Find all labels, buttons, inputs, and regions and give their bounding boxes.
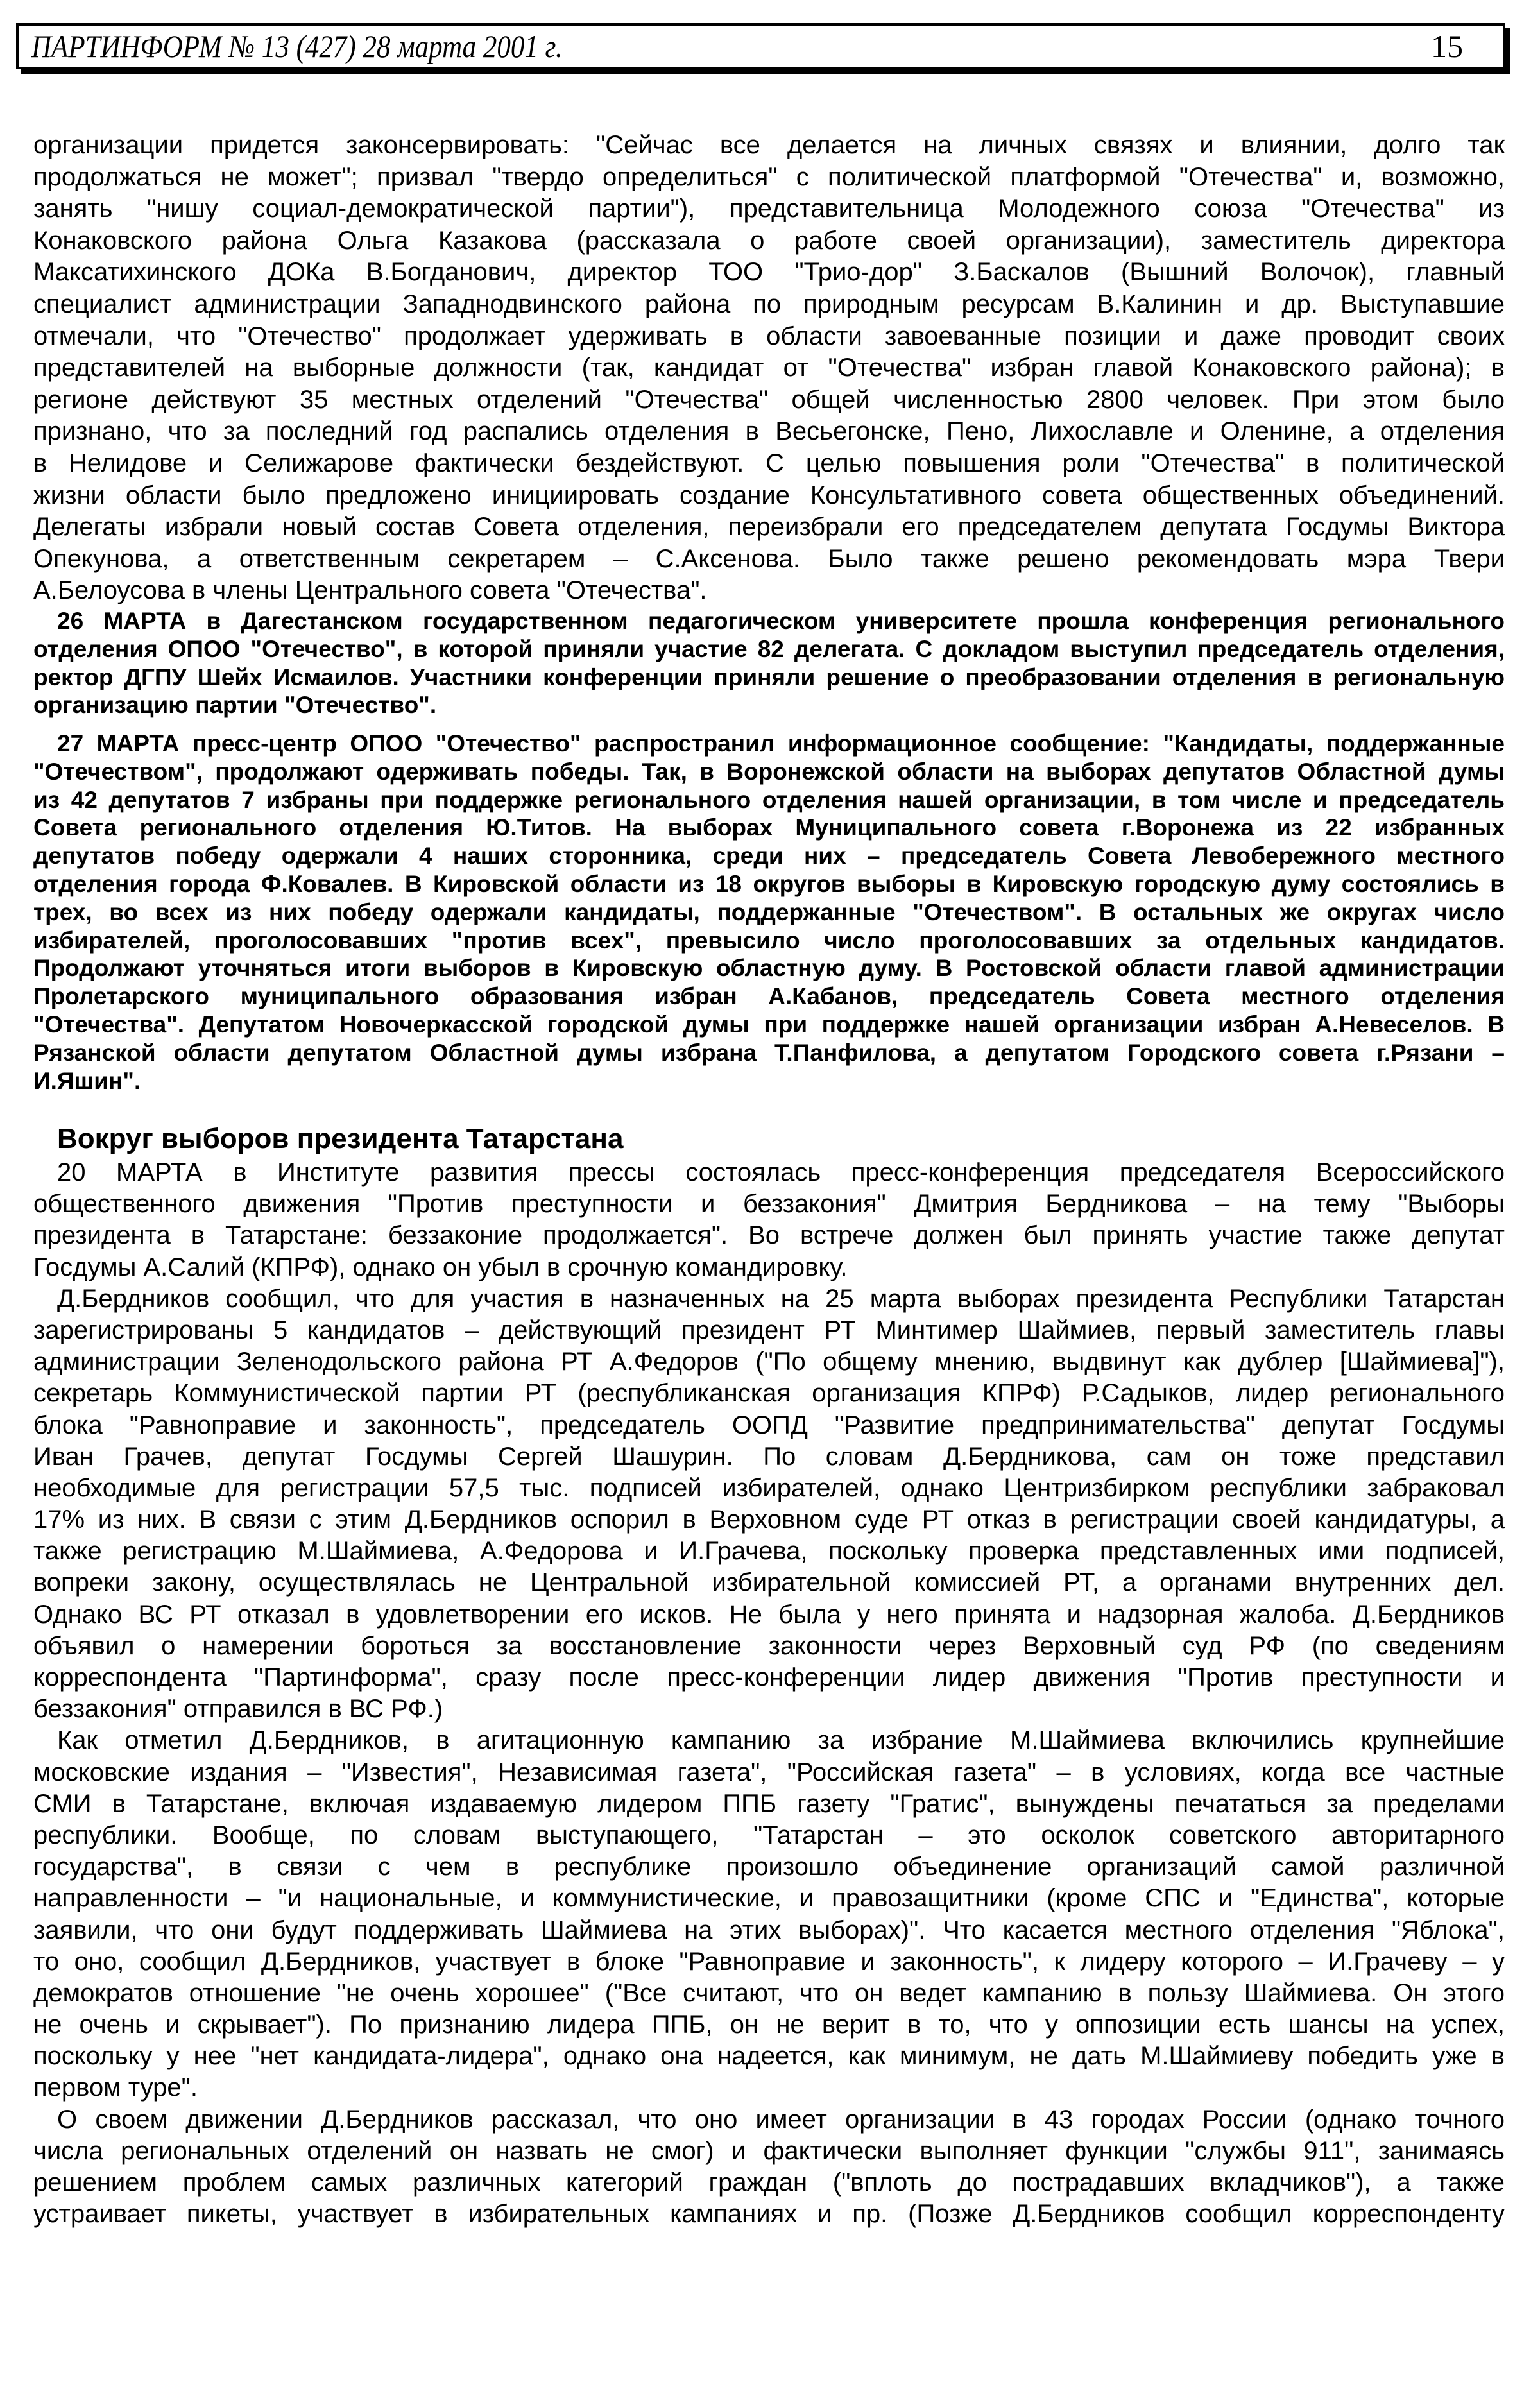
text-line: президента в Татарстане: беззаконие продолжается". Во встрече должен был принять участие также депутат [33, 1221, 1505, 1250]
text-line: 20 МАРТА в Институте развития прессы состоялась пресс-конференция председателя Всероссийского [57, 1158, 1505, 1187]
text-line: отмечали, что "Отечество" продолжает удерживать в области завоеванные позиции и даже проводит своих [33, 321, 1505, 350]
text-line: демократов отношение "не очень хорошее" ("Все считают, что он ведет кампанию в пользу Шаймиева. Он этого [33, 1978, 1505, 2007]
text-line: Конаковского района Ольга Казакова (рассказала о работе своей организации), заместитель директора [33, 226, 1505, 255]
text-line: организацию партии "Отечество". [33, 692, 437, 719]
text-line: также регистрацию М.Шаймиева, А.Федорова и И.Грачева, поскольку проверка представленных ими подписей, [33, 1537, 1505, 1566]
text-line: О своем движении Д.Бердников рассказал, что оно имеет организации в 43 городах России (однако точного [57, 2105, 1505, 2134]
paragraph [33, 130, 1505, 607]
text-line: Д.Бердников сообщил, что для участия в назначенных на 25 марта выборах президента Республики Татарстан [57, 1284, 1505, 1313]
text-line: Однако ВС РТ отказал в удовлетворении его исков. Не была у него принята и надзорная жалоба. Д.Бердников [33, 1600, 1505, 1629]
text-line: специалист администрации Западнодвинского района по природным ресурсам В.Калинин и др. Выступавшие [33, 289, 1505, 318]
paragraph [33, 607, 1505, 719]
text-line: СМИ в Татарстане, включая издаваемую лидером ППБ газету "Гратис", вынуждены печататься за пределами [33, 1789, 1505, 1818]
text-line: И.Яшин". [33, 1067, 141, 1094]
text-line: трех, во всех из них победу одержали кандидаты, поддержанные "Отечеством". В остальных же округах число [33, 898, 1505, 925]
text-line: первом туре". [33, 2073, 198, 2102]
text-line: Иван Грачев, депутат Госдумы Сергей Шашурин. По словам Д.Бердникова, сам он тоже представил [33, 1442, 1505, 1471]
text-line: корреспондента "Партинформа", сразу после пресс-конференции лидер движения "Против преступности и [33, 1663, 1505, 1692]
text-line: "Отечества". Депутатом Новочеркасской городской думы при поддержке нашей организации избран А.Невеселов. В [33, 1011, 1505, 1038]
text-line: зарегистрированы 5 кандидатов – действующий президент РТ Минтимер Шаймиев, первый заместитель главы [33, 1315, 1505, 1344]
text-line: 17% из них. В связи с этим Д.Бердников оспорил в Верховном суде РТ отказ в регистрации своей кандидатуры, а [33, 1505, 1505, 1534]
text-line: государства", в связи с чем в республике произошло объединение организаций самой различной [33, 1853, 1505, 1881]
publication-title: ПАРТИНФОРМ № 13 (427) 28 марта 2001 г. [31, 28, 563, 64]
text-line: поскольку у нее "нет кандидата-лидера", однако она надеется, как минимум, не дать М.Шаймиеву победить уже в [33, 2042, 1505, 2071]
text-line: жизни области было предложено инициировать создание Консультативного совета общественных объединений. [33, 481, 1505, 510]
text-line: избирателей, проголосовавших "против всех", превысило число проголосовавших за отдельных кандидатов. [33, 927, 1505, 954]
text-line: Госдумы А.Салий (КПРФ), однако он убыл в срочную командировку. [33, 1253, 848, 1281]
text-line: представителей на выборные должности (так, кандидат от "Отечества" избран главой Конаковского района); в [33, 354, 1505, 382]
article-body [33, 1157, 1505, 2230]
paragraph [33, 1157, 1505, 1283]
text-line: Пролетарского муниципального образования избран А.Кабанов, председатель Совета местного отделения [33, 983, 1505, 1010]
text-line: республики. Вообще, по словам выступающего, "Татарстан – это осколок советского авторитарного [33, 1821, 1505, 1849]
text-line: решением проблем самых различных категорий граждан ("вплоть до пострадавших вкладчиков"), а также [33, 2168, 1505, 2197]
paragraph [33, 2104, 1505, 2231]
text-line: блока "Равноправие и законность", председатель ООПД "Развитие предпринимательства" депутат Госдумы [33, 1410, 1505, 1439]
text-line: заявили, что они будут поддерживать Шаймиева на этих выборах)". Что касается местного отделения "Яблока", [33, 1915, 1505, 1944]
text-line: объявил о намерении бороться за восстановление законности через Верховный суд РФ (по сведениям [33, 1631, 1505, 1660]
paragraph [33, 730, 1505, 1095]
text-line: депутатов победу одержали 4 наших сторонника, среди них – председатель Совета Левобережного местного [33, 843, 1505, 870]
text-line: Делегаты избрали новый состав Совета отделения, переизбрали его председателем депутата Госдумы Виктора [33, 513, 1505, 542]
text-line: Рязанской области депутатом Областной думы избрана Т.Панфилова, а депутатом Городского совета г.Рязани – [33, 1039, 1505, 1066]
text-line: из 42 депутатов 7 избраны при поддержке регионального отделения нашей организации, в том числе и председатель [33, 786, 1505, 813]
text-line: администрации Зеленодольского района РТ А.Федоров ("По общему мнению, выдвинут как дублер [Шаймиева]"), [33, 1348, 1505, 1376]
text-line: то оно, сообщил Д.Бердников, участвует в блоке "Равноправие и законность", к лидеру которого – И.Грачеву – у [33, 1947, 1505, 1976]
text-line: вопреки закону, осуществлялась не Центральной избирательной комиссией РТ, а органами внутренних дел. [33, 1568, 1505, 1597]
text-line: занять "нишу социал-демократической партии"), представительница Молодежного союза "Отечества" из [33, 194, 1505, 223]
text-line: Максатихинского ДОКа В.Богданович, директор ТОО "Трио-дор" З.Баскалов (Вышний Волочок), главный [33, 258, 1505, 287]
article-heading: Вокруг выборов президента Татарстана [57, 1123, 624, 1154]
text-line: 27 МАРТА пресс-центр ОПОО "Отечество" распространил информационное сообщение: "Кандидаты, поддержанные [57, 730, 1505, 757]
text-line: регионе действуют 35 местных отделений "Отечества" общей численностью 2800 человек. При этом было [33, 385, 1505, 414]
text-line: Опекунова, а ответственным секретарем – С.Аксенова. Было также решено рекомендовать мэра Твери [33, 544, 1505, 573]
paragraph [33, 1283, 1505, 1726]
text-line: устраивает пикеты, участвует в избирательных кампаниях и пр. (Позже Д.Бердников сообщил корреспонденту [33, 2200, 1505, 2229]
text-line: 26 МАРТА в Дагестанском государственном педагогическом университете прошла конференция регионального [57, 607, 1505, 634]
text-line: московские издания – "Известия", Независимая газета", "Российская газета" – в условиях, когда все частные [33, 1758, 1505, 1786]
page-header [16, 23, 1505, 69]
text-line: Как отметил Д.Бердников, в агитационную кампанию за избрание М.Шаймиева включились крупнейшие [57, 1726, 1505, 1755]
text-line: продолжаться не может"; призвал "твердо определиться" с политической платформой "Отечества" и, возможно, [33, 162, 1505, 191]
text-line: направленности – "и национальные, и коммунистические, и правозащитники (кроме СПС и "Единства", которые [33, 1884, 1505, 1913]
text-line: отделения города Ф.Ковалев. В Кировской области из 18 округов выборы в Кировскую городскую думу состоялись в [33, 871, 1505, 898]
text-line: А.Белоусова в члены Центрального совета "Отечества". [33, 576, 707, 605]
text-line: секретарь Коммунистической партии РТ (республиканская организация КПРФ) Р.Садыков, лидер регионального [33, 1379, 1505, 1408]
text-line: Продолжают уточняться итоги выборов в Кировскую областную думу. В Ростовской области главой администрации [33, 955, 1505, 982]
text-line: организации придется законсервировать: "Сейчас все делается на личных связях и влиянии, долго так [33, 131, 1505, 159]
text-line: общественного движения "Против преступности и беззакония" Дмитрия Бердникова – на тему "Выборы [33, 1190, 1505, 1219]
page-number: 15 [1431, 28, 1463, 64]
text-line: Совета регионального отделения Ю.Титов. На выборах Муниципального совета г.Воронежа из 22 избранных [33, 814, 1505, 841]
article [33, 1121, 1505, 2230]
paragraph [33, 1725, 1505, 2104]
text-line: беззакония" отправился в ВС РФ.) [33, 1695, 443, 1724]
text-line: "Отечеством", продолжают одерживать победы. Так, в Воронежской области на выборах депутатов Областной думы [33, 758, 1505, 785]
text-line: отделения ОПОО "Отечество", в которой приняли участие 82 делегата. С докладом выступил председатель отделения, [33, 635, 1505, 662]
text-line: в Нелидове и Селижарове фактически бездействуют. С целью повышения роли "Отечества" в политической [33, 449, 1505, 477]
text-line: не очень и скрывает"). По признанию лидера ППБ, он не верит в то, что у оппозиции есть шансы на успех, [33, 2010, 1505, 2039]
text-line: признано, что за последний год распались отделения в Весьегонске, Пено, Лихославле и Оленине, а отделения [33, 417, 1505, 446]
text-line: ректор ДГПУ Шейх Исмаилов. Участники конференции приняли решение о преобразовании отделения в региональную [33, 664, 1505, 690]
news-digest [33, 130, 1505, 1095]
text-line: числа региональных отделений он назвать не смог) и фактически выполняет функции "службы 911", занимаясь [33, 2136, 1505, 2165]
text-line: необходимые для регистрации 57,5 тыс. подписей избирателей, однако Центризбирком республики забраковал [33, 1473, 1505, 1502]
